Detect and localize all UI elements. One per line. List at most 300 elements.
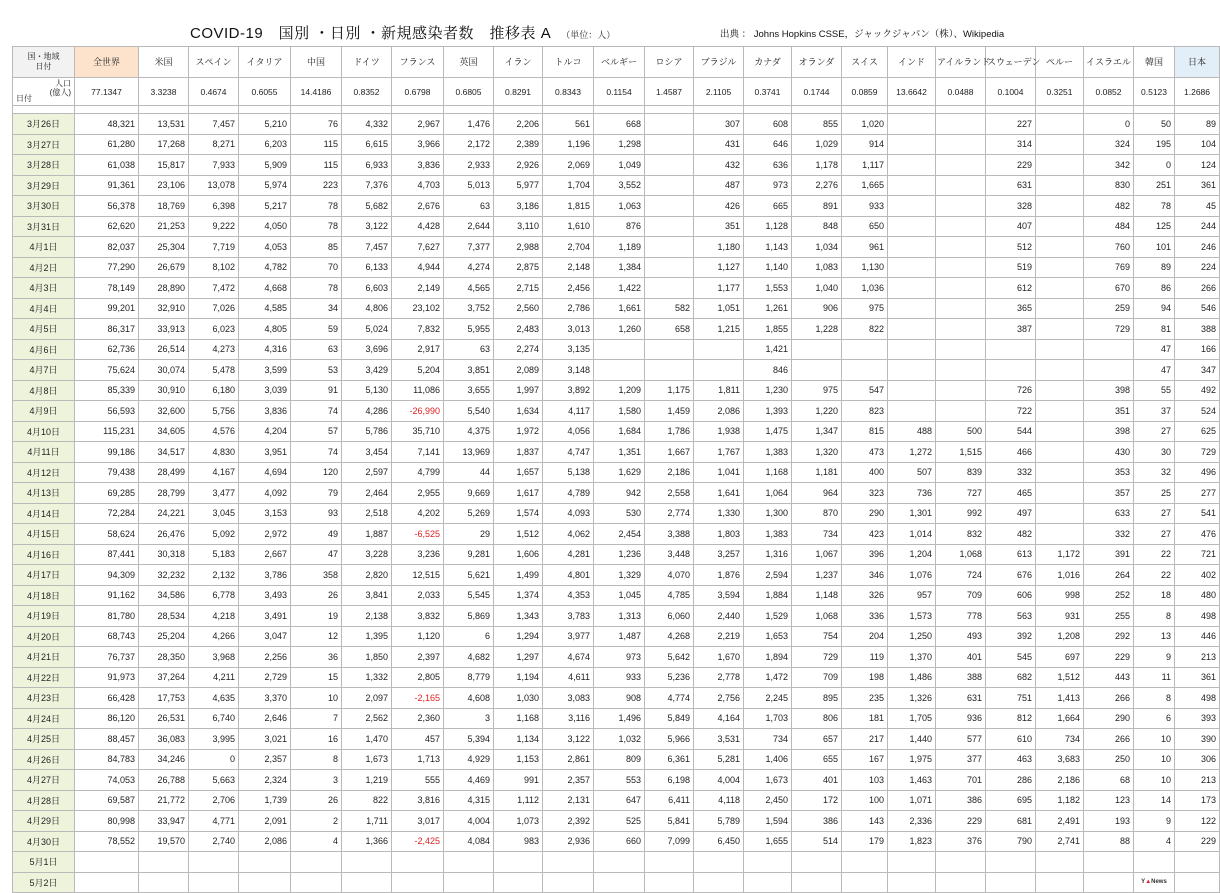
value-cell: 10 xyxy=(1134,770,1175,791)
spacer-cell xyxy=(888,106,936,114)
country-header: 米国 xyxy=(139,47,189,78)
value-cell: 1,036 xyxy=(842,278,888,299)
value-cell: 665 xyxy=(744,196,792,217)
value-cell: 933 xyxy=(594,667,645,688)
value-cell: 973 xyxy=(744,175,792,196)
value-cell: 727 xyxy=(936,483,986,504)
value-cell xyxy=(1175,852,1220,873)
value-cell: 3,122 xyxy=(342,216,392,237)
value-cell: 4,565 xyxy=(444,278,494,299)
value-cell: 480 xyxy=(1175,585,1220,606)
population-cell: 0.3741 xyxy=(744,78,792,106)
value-cell: 2,715 xyxy=(494,278,543,299)
value-cell: 1,580 xyxy=(594,401,645,422)
value-cell: 613 xyxy=(986,544,1036,565)
value-cell: 9,669 xyxy=(444,483,494,504)
value-cell xyxy=(888,114,936,135)
value-cell: 1,045 xyxy=(594,585,645,606)
spacer-cell xyxy=(1084,106,1134,114)
value-cell xyxy=(936,114,986,135)
value-cell: 5,217 xyxy=(239,196,291,217)
table-row xyxy=(13,175,1220,196)
value-cell: 734 xyxy=(1036,729,1084,750)
value-cell: 103 xyxy=(842,770,888,791)
table-row xyxy=(13,852,1220,873)
country-header-row xyxy=(13,47,1220,78)
table-row xyxy=(13,196,1220,217)
value-cell: 3,477 xyxy=(189,483,239,504)
value-cell: 1,711 xyxy=(342,811,392,832)
value-cell: 244 xyxy=(1175,216,1220,237)
value-cell xyxy=(842,852,888,873)
value-cell: 2,933 xyxy=(444,155,494,176)
value-cell xyxy=(645,852,694,873)
value-cell: 998 xyxy=(1036,585,1084,606)
value-cell: 1,230 xyxy=(744,380,792,401)
value-cell: 2,729 xyxy=(239,667,291,688)
value-cell: 58,624 xyxy=(75,524,139,545)
value-cell: 0 xyxy=(1084,114,1134,135)
value-cell: 2,875 xyxy=(494,257,543,278)
country-header: アイルランド xyxy=(936,47,986,78)
value-cell: 1,515 xyxy=(936,442,986,463)
value-cell: 10 xyxy=(1134,729,1175,750)
value-cell: 722 xyxy=(986,401,1036,422)
value-cell: 3,594 xyxy=(694,585,744,606)
value-cell: 30,074 xyxy=(139,360,189,381)
country-header: 全世界 xyxy=(75,47,139,78)
date-cell: 4月8日 xyxy=(13,380,75,401)
value-cell: 2,967 xyxy=(392,114,444,135)
value-cell: 544 xyxy=(986,421,1036,442)
value-cell: 657 xyxy=(792,729,842,750)
value-cell: 246 xyxy=(1175,237,1220,258)
value-cell: 7,719 xyxy=(189,237,239,258)
value-cell xyxy=(888,401,936,422)
value-cell: 4,674 xyxy=(543,647,594,668)
value-cell: 822 xyxy=(342,790,392,811)
value-cell: 734 xyxy=(792,524,842,545)
value-cell: 12 xyxy=(291,626,342,647)
value-cell: 482 xyxy=(1084,196,1134,217)
value-cell: 2,988 xyxy=(494,237,543,258)
value-cell: 119 xyxy=(842,647,888,668)
value-cell xyxy=(1036,339,1084,360)
value-cell: 670 xyxy=(1084,278,1134,299)
value-cell: 973 xyxy=(594,647,645,668)
logo-text-left: Y xyxy=(1141,879,1146,886)
value-cell: 213 xyxy=(1175,770,1220,791)
value-cell: 25,304 xyxy=(139,237,189,258)
value-cell: 2,936 xyxy=(543,831,594,852)
value-cell: 832 xyxy=(936,524,986,545)
value-cell: 4,053 xyxy=(239,237,291,258)
value-cell: 28,799 xyxy=(139,483,189,504)
value-cell: 1,204 xyxy=(888,544,936,565)
value-cell: 143 xyxy=(842,811,888,832)
value-cell: 386 xyxy=(792,811,842,832)
date-cell: 4月15日 xyxy=(13,524,75,545)
value-cell: 26 xyxy=(291,790,342,811)
table-row xyxy=(13,278,1220,299)
value-cell: 2,033 xyxy=(392,585,444,606)
value-cell: 496 xyxy=(1175,462,1220,483)
value-cell: 1,016 xyxy=(1036,565,1084,586)
country-header: スペイン xyxy=(189,47,239,78)
value-cell: 4,635 xyxy=(189,688,239,709)
value-cell: 1,370 xyxy=(888,647,936,668)
value-cell: 30 xyxy=(1134,442,1175,463)
value-cell: 3,047 xyxy=(239,626,291,647)
value-cell: 1,997 xyxy=(494,380,543,401)
value-cell: 514 xyxy=(792,831,842,852)
value-cell: 3,786 xyxy=(239,565,291,586)
table-row xyxy=(13,544,1220,565)
value-cell: 2,805 xyxy=(392,667,444,688)
value-cell: 124 xyxy=(1175,155,1220,176)
value-cell: 63 xyxy=(291,339,342,360)
value-cell: 1,972 xyxy=(494,421,543,442)
value-cell: 1,209 xyxy=(594,380,645,401)
value-cell: 13,078 xyxy=(189,175,239,196)
value-cell: 822 xyxy=(842,319,888,340)
value-cell xyxy=(842,872,888,893)
table-row xyxy=(13,237,1220,258)
value-cell: -6,525 xyxy=(392,524,444,545)
value-cell: 1,300 xyxy=(744,503,792,524)
value-cell: 1,326 xyxy=(888,688,936,709)
value-cell: 259 xyxy=(1084,298,1134,319)
value-cell: 4,774 xyxy=(645,688,694,709)
value-cell: 8,271 xyxy=(189,134,239,155)
value-cell xyxy=(888,380,936,401)
value-cell: 26,679 xyxy=(139,257,189,278)
value-cell: 2,756 xyxy=(694,688,744,709)
value-cell: 466 xyxy=(986,442,1036,463)
value-cell: 6,615 xyxy=(342,134,392,155)
value-cell: 5,966 xyxy=(645,729,694,750)
value-cell: 78 xyxy=(1134,196,1175,217)
value-cell: 1,713 xyxy=(392,749,444,770)
cases-table xyxy=(12,46,1220,893)
value-cell: 16 xyxy=(291,729,342,750)
population-cell: 0.0859 xyxy=(842,78,888,106)
date-cell: 3月28日 xyxy=(13,155,75,176)
value-cell xyxy=(1036,360,1084,381)
value-cell: 332 xyxy=(1084,524,1134,545)
value-cell: 1,068 xyxy=(792,606,842,627)
value-cell: 809 xyxy=(594,749,645,770)
value-cell: 3,017 xyxy=(392,811,444,832)
population-cell: 3.3238 xyxy=(139,78,189,106)
value-cell: 1,374 xyxy=(494,585,543,606)
value-cell: 14 xyxy=(1134,790,1175,811)
value-cell xyxy=(694,872,744,893)
value-cell: 18,769 xyxy=(139,196,189,217)
value-cell: 9 xyxy=(1134,647,1175,668)
value-cell: 4,694 xyxy=(239,462,291,483)
value-cell: 357 xyxy=(1084,483,1134,504)
table-row xyxy=(13,114,1220,135)
value-cell: 2,069 xyxy=(543,155,594,176)
value-cell xyxy=(936,237,986,258)
value-cell: 3 xyxy=(291,770,342,791)
value-cell xyxy=(444,872,494,893)
value-cell: 401 xyxy=(936,647,986,668)
value-cell: 252 xyxy=(1084,585,1134,606)
value-cell xyxy=(1036,524,1084,545)
value-cell: 306 xyxy=(1175,749,1220,770)
value-cell: 4,805 xyxy=(239,319,291,340)
value-cell: 1,083 xyxy=(792,257,842,278)
value-cell: 290 xyxy=(842,503,888,524)
value-cell: 1,261 xyxy=(744,298,792,319)
value-cell: 365 xyxy=(986,298,1036,319)
value-cell: 1,182 xyxy=(1036,790,1084,811)
value-cell: 2,097 xyxy=(342,688,392,709)
value-cell: 1,127 xyxy=(694,257,744,278)
value-cell: 10 xyxy=(1134,749,1175,770)
value-cell xyxy=(392,852,444,873)
value-cell xyxy=(444,852,494,873)
value-cell: 1,629 xyxy=(594,462,645,483)
value-cell: 1,294 xyxy=(494,626,543,647)
value-cell: 1,383 xyxy=(744,524,792,545)
value-cell: 606 xyxy=(986,585,1036,606)
value-cell: 701 xyxy=(936,770,986,791)
value-cell xyxy=(888,216,936,237)
value-cell: 12,515 xyxy=(392,565,444,586)
value-cell: 3,783 xyxy=(543,606,594,627)
value-cell: 6,411 xyxy=(645,790,694,811)
value-cell: 6,603 xyxy=(342,278,392,299)
value-cell: 5,909 xyxy=(239,155,291,176)
value-cell: 7,376 xyxy=(342,175,392,196)
value-cell xyxy=(645,872,694,893)
value-cell: 1,499 xyxy=(494,565,543,586)
population-corner xyxy=(13,78,75,106)
value-cell: 432 xyxy=(694,155,744,176)
value-cell: 2,397 xyxy=(392,647,444,668)
value-cell: -2,425 xyxy=(392,831,444,852)
value-cell: 323 xyxy=(842,483,888,504)
value-cell: 377 xyxy=(936,749,986,770)
value-cell xyxy=(744,872,792,893)
value-cell: 1,529 xyxy=(744,606,792,627)
value-cell xyxy=(1036,483,1084,504)
value-cell: 2,172 xyxy=(444,134,494,155)
value-cell: 3,531 xyxy=(694,729,744,750)
value-cell: 5,756 xyxy=(189,401,239,422)
country-header: インド xyxy=(888,47,936,78)
spacer-cell xyxy=(239,106,291,114)
value-cell: 2,186 xyxy=(1036,770,1084,791)
value-cell: 22 xyxy=(1134,565,1175,586)
value-cell: 332 xyxy=(986,462,1036,483)
value-cell: 1,196 xyxy=(543,134,594,155)
value-cell: 577 xyxy=(936,729,986,750)
value-cell: 545 xyxy=(986,647,1036,668)
value-cell: 223 xyxy=(291,175,342,196)
value-cell: 3,448 xyxy=(645,544,694,565)
value-cell: 1,876 xyxy=(694,565,744,586)
value-cell: 473 xyxy=(842,442,888,463)
value-cell: 1,168 xyxy=(744,462,792,483)
value-cell: 2,558 xyxy=(645,483,694,504)
spacer-cell xyxy=(189,106,239,114)
value-cell: 695 xyxy=(986,790,1036,811)
value-cell: 351 xyxy=(1084,401,1134,422)
value-cell: 33,913 xyxy=(139,319,189,340)
corner-header xyxy=(13,47,75,78)
value-cell: 4,929 xyxy=(444,749,494,770)
value-cell: 3,153 xyxy=(239,503,291,524)
value-cell: 69,285 xyxy=(75,483,139,504)
value-cell: 81 xyxy=(1134,319,1175,340)
value-cell: 1,422 xyxy=(594,278,645,299)
value-cell: 2,148 xyxy=(543,257,594,278)
value-cell: 2,186 xyxy=(645,462,694,483)
value-cell: 5,621 xyxy=(444,565,494,586)
value-cell: 326 xyxy=(842,585,888,606)
value-cell: 964 xyxy=(792,483,842,504)
value-cell: 1,250 xyxy=(888,626,936,647)
value-cell: 2,276 xyxy=(792,175,842,196)
table-row xyxy=(13,667,1220,688)
value-cell: 179 xyxy=(842,831,888,852)
value-cell: 3,148 xyxy=(543,360,594,381)
table-row xyxy=(13,257,1220,278)
table-row xyxy=(13,216,1220,237)
value-cell: 754 xyxy=(792,626,842,647)
date-cell: 4月29日 xyxy=(13,811,75,832)
value-cell: 235 xyxy=(842,688,888,709)
value-cell: 62,736 xyxy=(75,339,139,360)
value-cell: 5,269 xyxy=(444,503,494,524)
value-cell: 5,849 xyxy=(645,708,694,729)
table-row xyxy=(13,626,1220,647)
population-cell: 0.0488 xyxy=(936,78,986,106)
country-header: ペルー xyxy=(1036,47,1084,78)
value-cell: 2,861 xyxy=(543,749,594,770)
value-cell: 3,388 xyxy=(645,524,694,545)
value-cell: 1,395 xyxy=(342,626,392,647)
value-cell xyxy=(936,298,986,319)
value-cell: 78,149 xyxy=(75,278,139,299)
value-cell: 2,483 xyxy=(494,319,543,340)
value-cell xyxy=(1036,852,1084,873)
value-cell: 1,029 xyxy=(792,134,842,155)
value-cell: 2,389 xyxy=(494,134,543,155)
value-cell: 266 xyxy=(1084,729,1134,750)
value-cell: 27 xyxy=(1134,524,1175,545)
spacer-cell xyxy=(936,106,986,114)
value-cell: 4,703 xyxy=(392,175,444,196)
value-cell: 4,084 xyxy=(444,831,494,852)
date-cell: 3月29日 xyxy=(13,175,75,196)
value-cell: 26,788 xyxy=(139,770,189,791)
value-cell: 1,837 xyxy=(494,442,543,463)
value-cell: 74,053 xyxy=(75,770,139,791)
value-cell: 1,215 xyxy=(694,319,744,340)
value-cell: 251 xyxy=(1134,175,1175,196)
value-cell: 7,457 xyxy=(189,114,239,135)
value-cell: 608 xyxy=(744,114,792,135)
value-cell: 26 xyxy=(291,585,342,606)
value-cell xyxy=(888,237,936,258)
value-cell: 3,236 xyxy=(392,544,444,565)
value-cell: 5,540 xyxy=(444,401,494,422)
value-cell: 4,332 xyxy=(342,114,392,135)
value-cell: 1,236 xyxy=(594,544,645,565)
country-header: フランス xyxy=(392,47,444,78)
table-row xyxy=(13,319,1220,340)
value-cell: 6,933 xyxy=(342,155,392,176)
population-cell: 1.2686 xyxy=(1175,78,1220,106)
value-cell: 336 xyxy=(842,606,888,627)
value-cell: 906 xyxy=(792,298,842,319)
value-cell: 13 xyxy=(1134,626,1175,647)
value-cell: 122 xyxy=(1175,811,1220,832)
value-cell: 264 xyxy=(1084,565,1134,586)
value-cell: 933 xyxy=(842,196,888,217)
value-cell: 342 xyxy=(1084,155,1134,176)
value-cell: 61,038 xyxy=(75,155,139,176)
table-row xyxy=(13,360,1220,381)
value-cell: 3,491 xyxy=(239,606,291,627)
value-cell: 3,752 xyxy=(444,298,494,319)
population-cell: 0.8343 xyxy=(543,78,594,106)
value-cell xyxy=(645,216,694,237)
value-cell: 4,375 xyxy=(444,421,494,442)
table-row xyxy=(13,565,1220,586)
value-cell: -26,990 xyxy=(392,401,444,422)
value-cell xyxy=(1036,257,1084,278)
value-cell: 5,545 xyxy=(444,585,494,606)
value-cell: 4,004 xyxy=(694,770,744,791)
value-cell: 4,830 xyxy=(189,442,239,463)
value-cell: 3,116 xyxy=(543,708,594,729)
date-cell: 4月23日 xyxy=(13,688,75,709)
value-cell: 2,360 xyxy=(392,708,444,729)
date-cell: 4月26日 xyxy=(13,749,75,770)
value-cell: 53 xyxy=(291,360,342,381)
value-cell: 812 xyxy=(986,708,1036,729)
value-cell: 66,428 xyxy=(75,688,139,709)
value-cell: 361 xyxy=(1175,667,1220,688)
value-cell: 446 xyxy=(1175,626,1220,647)
date-cell: 4月12日 xyxy=(13,462,75,483)
value-cell xyxy=(986,360,1036,381)
value-cell: 2,274 xyxy=(494,339,543,360)
value-cell: 1,606 xyxy=(494,544,543,565)
value-cell: 1,020 xyxy=(842,114,888,135)
date-cell: 4月7日 xyxy=(13,360,75,381)
value-cell: 1,128 xyxy=(744,216,792,237)
value-cell: 493 xyxy=(936,626,986,647)
value-cell: 1,180 xyxy=(694,237,744,258)
value-cell: 3,832 xyxy=(392,606,444,627)
value-cell: 1,237 xyxy=(792,565,842,586)
value-cell: 1,030 xyxy=(494,688,543,709)
value-cell: 23,106 xyxy=(139,175,189,196)
value-cell: 1,316 xyxy=(744,544,792,565)
value-cell xyxy=(888,360,936,381)
spacer-cell xyxy=(291,106,342,114)
value-cell: 4,585 xyxy=(239,298,291,319)
date-cell: 4月4日 xyxy=(13,298,75,319)
value-cell: 2,357 xyxy=(543,770,594,791)
